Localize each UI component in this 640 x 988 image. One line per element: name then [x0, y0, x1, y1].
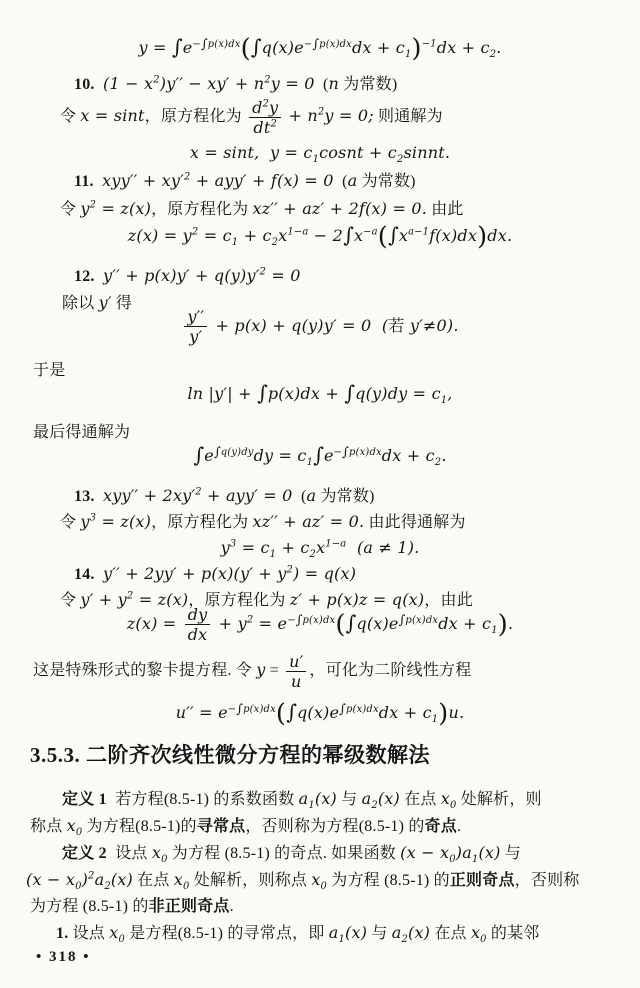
item-12-divide-note: 除以 y′ 得	[62, 293, 133, 312]
item-12-general-solution: $\int e^{\int q(y)dy}dy = c_1\int e^{-\int p(x)dx}dx + c_2$.	[193, 443, 447, 469]
item-11-substitution: 令 $y^2 = z(x)$，原方程化为 xz′′ + az′ + 2f(x) = 0. 由此	[60, 199, 464, 218]
connector-then: 于是	[33, 362, 66, 379]
item-11-equation: 11. $xyy'' + xy'^2 + ayy' + f(x) = 0$ (a 为常数)	[74, 171, 416, 190]
item-14-substitution: 令 $y' + y^2 = z(x)$，原方程化为 z′ + p(x)z = q(x)，由此	[60, 590, 473, 609]
item-10-substitution: 令 x = sint，原方程化为 $\frac{d^2y}{dt^2}$ + $n^2y = 0$; 则通解为	[60, 97, 443, 137]
section-heading: 3.5.3. 二阶齐次线性微分方程的幂级数解法	[30, 743, 430, 767]
definition-2-line-3: 为方程 (8.5-1) 的非正则奇点.	[30, 898, 234, 915]
general-solution-formula-top: $y = \int e^{-\int p(x)dx}(\int q(x)e^{-\int p(x)dx}dx + c_1)^{-1}dx + c_2$.	[138, 33, 502, 64]
definition-1-line-2: 称点 $x_0$ 为方程(8.5-1)的寻常点，否则称为方程(8.5-1) 的奇点.	[30, 816, 462, 839]
riccati-linear-equation: $u'' = e^{-\int p(x)dx}(\int q(x)e^{\int p(x)dx}dx + c_1)u$.	[175, 698, 465, 729]
item-14-solution: z(x) = $\frac{dy}{dx}$ + $y^2 = e^{-\int p(x)dx}(\int q(x)e^{\int p(x)dx}dx + c_1)$.	[126, 604, 514, 644]
item-12-integrated-equation: $\ln |y'| + \int p(x)dx + \int q(y)dy = c_1$,	[187, 381, 453, 407]
item-13-equation: 13. $xyy'' + 2xy'^2 + ayy' = 0$ (a 为常数)	[74, 486, 375, 505]
riccati-note: 这是特殊形式的黎卡提方程. 令 y = $\frac{u'}{u}$ ，可化为二阶线性方程	[33, 651, 472, 691]
definition-2-line-2: $(x - x_0)^2a_2(x)$ 在点 $x_0$ 处解析，则称点 $x_0$ 为方程 (8.5-1) 的正则奇点，否则称	[26, 870, 580, 893]
item-14-equation: 14. $y'' + 2yy' + p(x)(y' + y^2) = q(x)$	[74, 564, 357, 583]
item-13-substitution: 令 $y^3 = z(x)$，原方程化为 xz′′ + az′ = 0. 由此得通解为	[60, 512, 466, 531]
item-13-general-solution: $y^3 = c_1 + c_2x^{1-a}$ (a ≠ 1).	[220, 538, 420, 561]
definition-2-line-1: 定义 2 设点 $x_0$ 为方程 (8.5-1) 的奇点. 如果函数 $(x - x_0)a_1(x)$ 与	[62, 843, 521, 866]
item-12-equation: 12. $y'' + p(x)y' + q(y)y'^2 = 0$	[74, 266, 301, 285]
item-12-reduced-equation: $\frac{y''}{y'}$ + p(x) + q(y)y′ = 0 (若 y′≠0).	[0, 306, 640, 347]
page-number: • 318 •	[36, 949, 91, 965]
item-11-solution: $z(x) = y^2 = c_1 + c_2x^{1-a} - 2\int x^{-a}(\int x^{a-1}f(x)dx)dx$.	[127, 221, 513, 252]
item-10-general-solution: x = sint, $y = c_1cosnt$ + $c_2sinnt$.	[189, 143, 451, 166]
final-solution-label: 最后得通解为	[33, 424, 131, 441]
item-10-equation: 10. $(1 - x^2)y'' - xy' + n^2y = 0$ (n 为常数)	[74, 74, 398, 93]
definition-1-line-1: 定义 1 若方程(8.5-1) 的系数函数 $a_1(x)$ 与 $a_2(x)$ 在点 $x_0$ 处解析，则	[62, 789, 542, 812]
ordinary-point-paragraph-line-1: 1. 设点 $x_0$ 是方程(8.5-1) 的寻常点，即 $a_1(x)$ 与 $a_2(x)$ 在点 $x_0$ 的某邻	[56, 923, 540, 946]
